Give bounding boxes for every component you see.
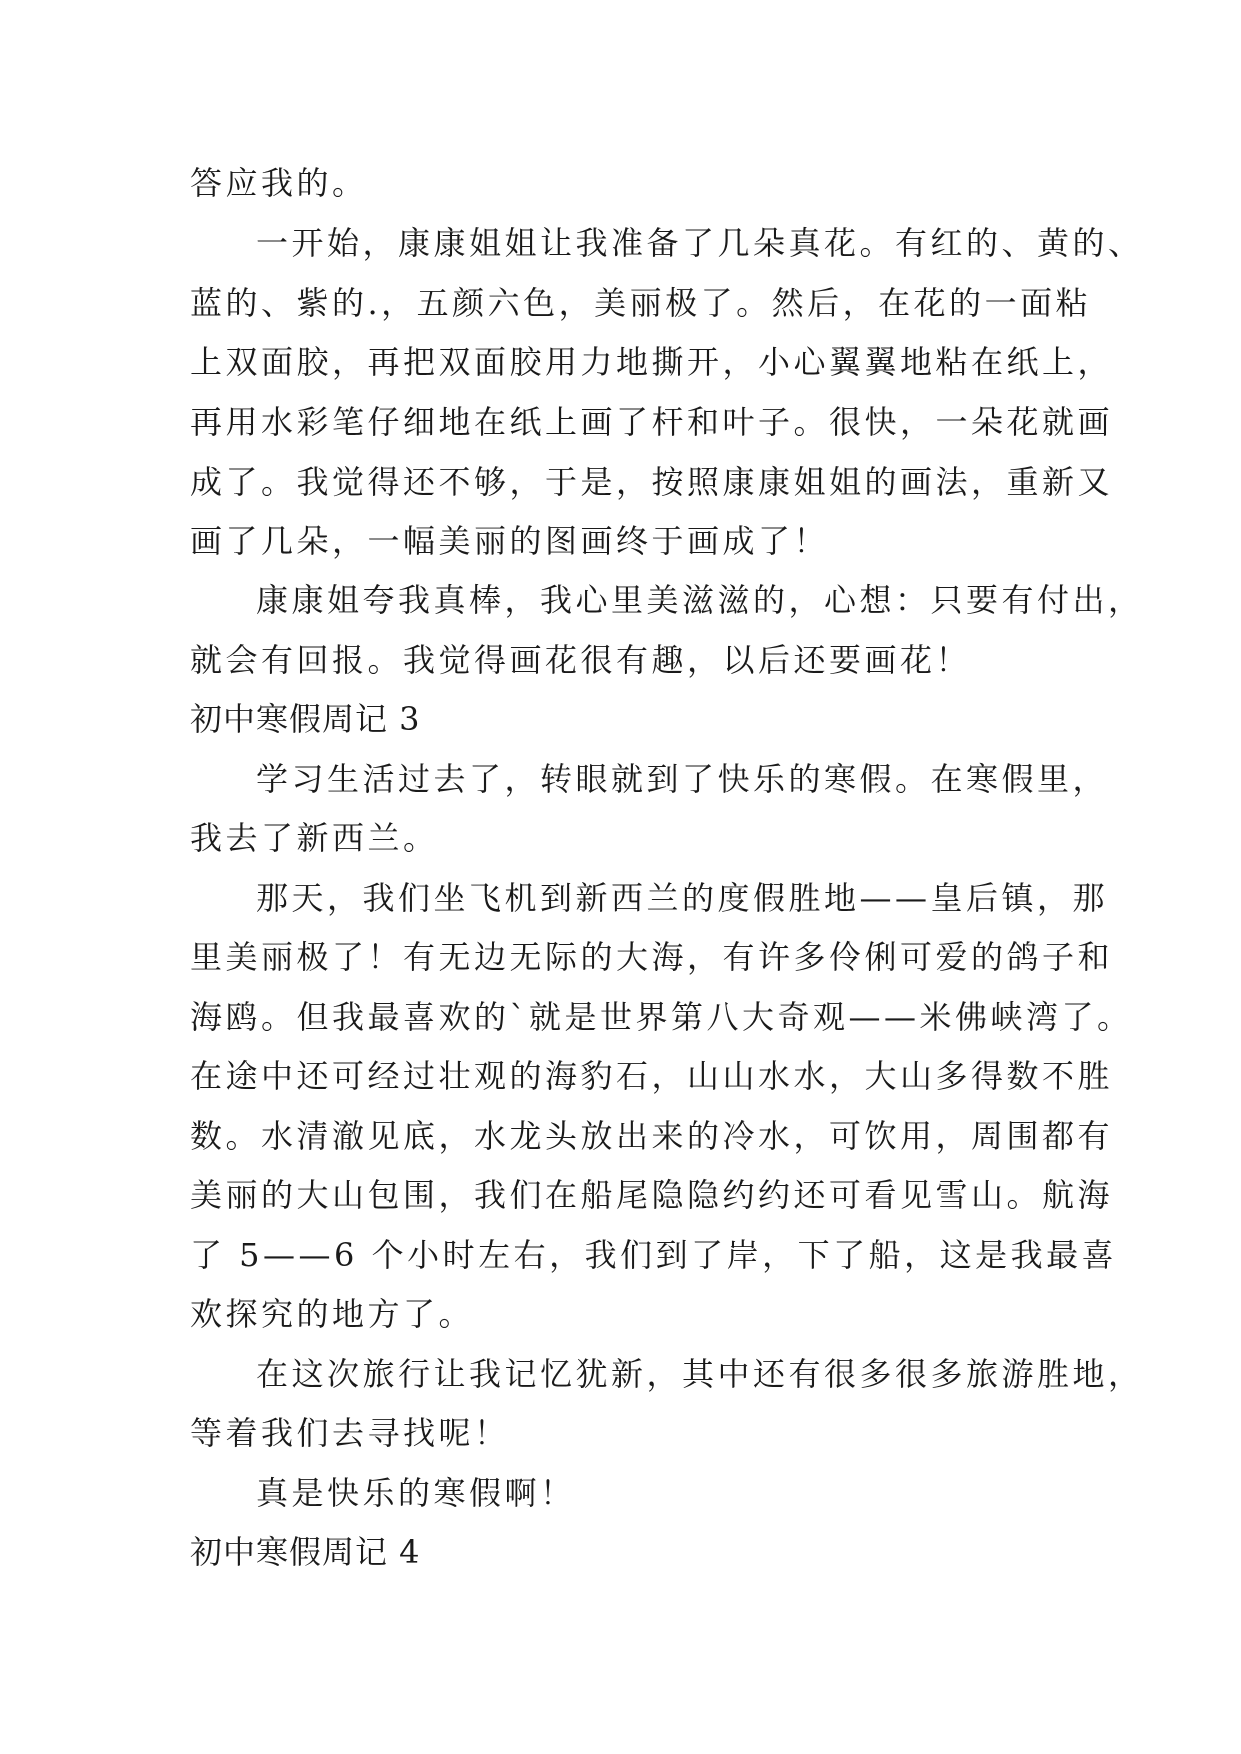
text-line: 数。水清澈见底，水龙头放出来的冷水，可饮用，周围都有 [190, 1117, 1114, 1155]
text-line: 成了。我觉得还不够，于是，按照康康姐姐的画法，重新又 [190, 463, 1114, 501]
paragraph-first-line: 真是快乐的寒假啊！ [256, 1474, 576, 1512]
text-line: 美丽的大山包围，我们在船尾隐隐约约还可看见雪山。航海 [190, 1176, 1114, 1214]
text-line: 蓝的、紫的.，五颜六色，美丽极了。然后，在花的一面粘 [190, 284, 1092, 322]
text-line: 欢探究的地方了。 [190, 1295, 475, 1333]
text-line: 就会有回报。我觉得画花很有趣，以后还要画花！ [190, 641, 972, 679]
text-line: 海鸥。但我最喜欢的`就是世界第八大奇观——米佛峡湾了。 [190, 998, 1133, 1036]
text-line: 上双面胶，再把双面胶用力地撕开，小心翼翼地粘在纸上， [190, 343, 1114, 381]
text-line: 在途中还可经过壮观的海豹石，山山水水，大山多得数不胜 [190, 1057, 1114, 1095]
section-heading: 初中寒假周记 3 [190, 700, 421, 738]
paragraph-first-line: 在这次旅行让我记忆犹新，其中还有很多很多旅游胜地， [256, 1355, 1144, 1393]
paragraph-first-line: 一开始，康康姐姐让我准备了几朵真花。有红的、黄的、 [256, 224, 1144, 262]
text-line: 里美丽极了！有无边无际的大海，有许多伶俐可爱的鸽子和 [190, 938, 1114, 976]
paragraph-first-line: 那天，我们坐飞机到新西兰的度假胜地——皇后镇，那 [256, 879, 1109, 917]
text-line: 再用水彩笔仔细地在纸上画了杆和叶子。很快，一朵花就画 [190, 403, 1114, 441]
paragraph-first-line: 学习生活过去了，转眼就到了快乐的寒假。在寒假里， [256, 760, 1109, 798]
text-line: 画了几朵，一幅美丽的图画终于画成了！ [190, 522, 830, 560]
text-line: 答应我的。 [190, 164, 368, 202]
paragraph-first-line: 康康姐夸我真棒，我心里美滋滋的，心想：只要有付出， [256, 581, 1144, 619]
section-heading: 初中寒假周记 4 [190, 1533, 421, 1571]
text-line: 了 5——6 个小时左右，我们到了岸，下了船，这是我最喜 [190, 1236, 1118, 1274]
text-line: 我去了新西兰。 [190, 819, 439, 857]
text-line: 等着我们去寻找呢！ [190, 1414, 510, 1452]
